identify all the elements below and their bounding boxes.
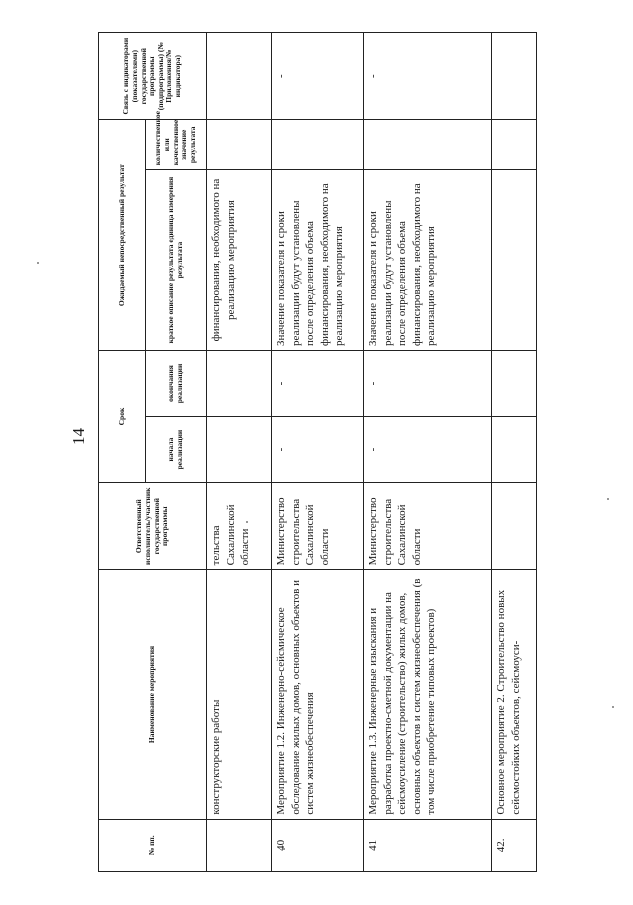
row-indicator-link [207, 33, 272, 120]
row-measure-name: Мероприятие 1.3. Инженерные изыскания и разработка проектно-сметной документации на сейсмоусиление (строительство) жилых домов, основных объектов и систем жизнеобеспечения (в том числе приобретение типовых проектов) [364, 570, 492, 819]
row-result-description: финансирования, необходимого на реализацию мероприятия [207, 170, 272, 351]
header-term: Срок [99, 350, 146, 482]
header-expected-result: Ожидаемый непосредственный результат [99, 120, 146, 351]
row-number: 40 [272, 819, 364, 871]
table-row [492, 33, 537, 872]
program-measures-table [98, 32, 537, 872]
table-row [207, 33, 272, 872]
row-measure-name: Мероприятие 1.2. Инженерно-сейсмическое обследование жилых домов, основных объектов и систем жизнеобеспечения [272, 570, 364, 819]
row-term-start: - [364, 417, 492, 483]
rotated-table-container [98, 32, 614, 872]
row-term-end: - [272, 350, 364, 416]
row-indicator-link: - [272, 33, 364, 120]
row-measure-name: Основное мероприятие 2. Строительство новых сейсмостойких объектов, сейсмоуси- [492, 570, 537, 819]
row-term-start [492, 417, 537, 483]
row-responsible: тельства Сахалинской области [207, 483, 272, 570]
scan-speck [37, 262, 39, 264]
row-result-value [492, 120, 537, 170]
row-indicator-link: - [364, 33, 492, 120]
header-indicator-link: Связь с индикаторами (показателями) государственной программы (подпрограммы) (№ Приложения/№ индикатора) [99, 33, 207, 120]
row-result-value [364, 120, 492, 170]
row-result-description: Значение показателя и сроки реализации будут установлены после определения объема финансирования, необходимого на реализацию мероприятия [364, 170, 492, 351]
row-result-description: Значение показателя и сроки реализации будут установлены после определения объема финансирования, необходимого на реализацию мероприятия [272, 170, 364, 351]
header-result-description: краткое описание результата единица измерения результата [146, 170, 207, 351]
row-result-value [272, 120, 364, 170]
header-result-value: количественное или качественное значение результата [146, 120, 207, 170]
row-term-start [207, 417, 272, 483]
row-term-end [207, 350, 272, 416]
header-responsible: Ответственный исполнитель/участник государственной программы [99, 483, 207, 570]
row-measure-name: конструкторские работы [207, 570, 272, 819]
row-responsible: Министерство строительства Сахалинской области [364, 483, 492, 570]
row-responsible: Министерство строительства Сахалинской области [272, 483, 364, 570]
row-number [207, 819, 272, 871]
row-responsible [492, 483, 537, 570]
row-term-end: - [364, 350, 492, 416]
header-term-end: окончания реализации [146, 350, 207, 416]
header-number: № пп. [99, 819, 207, 871]
row-indicator-link [492, 33, 537, 120]
table-row [364, 33, 492, 872]
row-number: 41 [364, 819, 492, 871]
row-result-description [492, 170, 537, 351]
row-number: 42. [492, 819, 537, 871]
row-result-value [207, 120, 272, 170]
page-number: 14 [69, 428, 88, 445]
header-term-start: начала реализации [146, 417, 207, 483]
row-term-end [492, 350, 537, 416]
header-measure-name: Наименование мероприятия [99, 570, 207, 819]
table-row [272, 33, 364, 872]
row-term-start: - [272, 417, 364, 483]
